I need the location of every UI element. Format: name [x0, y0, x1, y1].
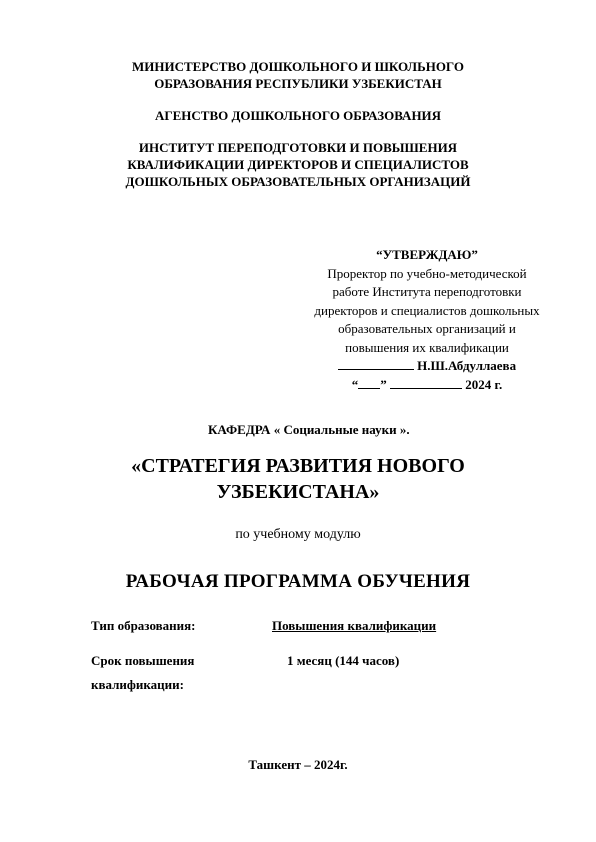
duration-label-line-2: квалификации: [91, 677, 184, 692]
date-open-quote: “ [351, 376, 359, 392]
approval-title: “УТВЕРЖДАЮ” [376, 247, 478, 262]
footer-city-year: Ташкент – 2024г. [248, 757, 348, 772]
duration-label-line-1: Срок повышения [91, 653, 195, 668]
duration-value: 1 месяц (144 часов) [287, 653, 400, 668]
education-type-value: Повышения квалификации [272, 618, 437, 633]
approval-line-1: Проректор по учебно-методической [327, 265, 527, 281]
institute-line-2: КВАЛИФИКАЦИИ ДИРЕКТОРОВ И СПЕЦИАЛИСТОВ [127, 157, 469, 172]
date-month-blank [390, 376, 462, 389]
program-title: РАБОЧАЯ ПРОГРАММА ОБУЧЕНИЯ [125, 571, 471, 592]
institute-line-1: ИНСТИТУТ ПЕРЕПОДГОТОВКИ И ПОВЫШЕНИЯ [138, 140, 458, 155]
signature-blank [338, 357, 414, 370]
education-type-label: Тип образования: [91, 618, 196, 633]
signature-line [296, 357, 558, 376]
module-text: по учебному модулю [235, 527, 361, 542]
date-close-quote: ” [380, 376, 387, 392]
ministry-line-1: МИНИСТЕРСТВО ДОШКОЛЬНОГО И ШКОЛЬНОГО [131, 59, 464, 74]
approval-line-3: директоров и специалистов дошкольных [314, 302, 540, 318]
date-day-blank [358, 376, 380, 389]
institute-heading [0, 139, 596, 190]
date-year: 2024 г. [465, 376, 503, 392]
date-line [296, 376, 558, 395]
course-title-line-2: УЗБЕКИСТАНА» [216, 481, 380, 503]
agency-line: АГЕНСТВО ДОШКОЛЬНОГО ОБРАЗОВАНИЯ [154, 108, 442, 123]
department-label: КАФЕДРА « Социальные науки ». [208, 422, 410, 437]
approval-line-5: повышения их квалификации [345, 339, 509, 355]
approval-line-2: работе Института переподготовки [332, 284, 522, 299]
ministry-line-2: ОБРАЗОВАНИЯ РЕСПУБЛИКИ УЗБЕКИСТАН [154, 76, 442, 91]
approval-block [296, 246, 558, 394]
institute-line-3: ДОШКОЛЬНЫХ ОБРАЗОВАТЕЛЬНЫХ ОРГАНИЗАЦИЙ [125, 174, 471, 189]
signatory-name: Н.Ш.Абдуллаева [417, 358, 517, 373]
approval-line-4: образовательных организаций и [338, 321, 516, 336]
ministry-heading [0, 58, 596, 92]
agency-heading [0, 107, 596, 124]
course-title-line-1: «СТРАТЕГИЯ РАЗВИТИЯ НОВОГО [131, 455, 465, 477]
course-title [0, 453, 596, 505]
